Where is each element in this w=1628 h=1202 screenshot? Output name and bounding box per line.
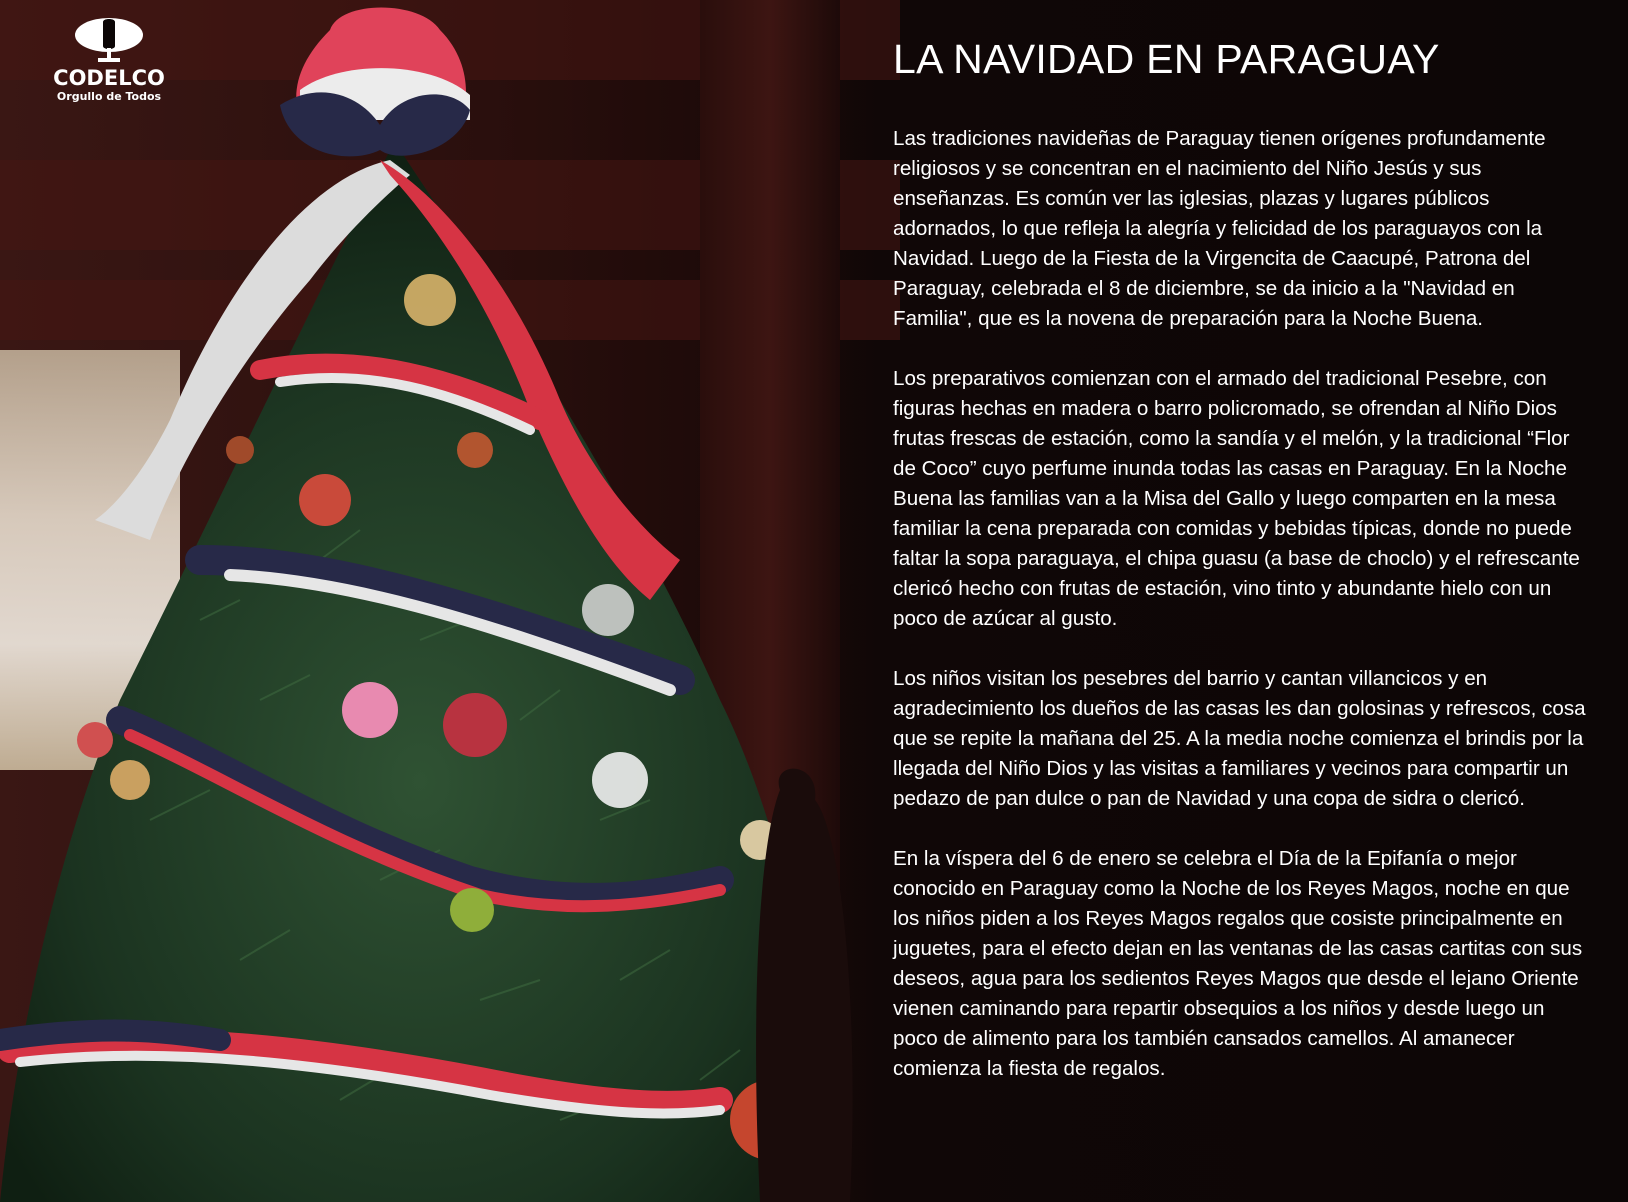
- codelco-logo: [44, 16, 174, 103]
- article-paragraph: Las tradiciones navideñas de Paraguay tienen orígenes profundamente religiosos y se concentran en el nacimiento del Niño Jesús y sus enseñanzas. Es común ver las iglesias, plazas y lugares públicos adornados, lo que refleja la alegría y felicidad de los paraguayos con la Navidad. Luego de la Fiesta de la Virgencita de Caacupé, Patrona del Paraguay, celebrada el 8 de diciembre, se da inicio a la "Navidad en Familia", que es la novena de preparación para la Noche Buena.: [893, 127, 1546, 330]
- article-paragraph: En la víspera del 6 de enero se celebra el Día de la Epifanía o mejor conocido en Paraguay como la Noche de los Reyes Magos, noche en que los niños piden a los Reyes Magos regalos que cosiste principalmente en juguetes, para el efecto dejan en las ventanas de las casas cartitas con sus deseos, agua para los sedientos Reyes Magos que desde el lejano Oriente vienen caminando para repartir obsequios a los niños y desde luego un poco de alimento para los también cansados camellos. Al amanecer comienza la fiesta de regalos.: [893, 847, 1583, 1080]
- article-paragraph: Los preparativos comienzan con el armado del tradicional Pesebre, con figuras hechas en madera o barro policromado, se ofrendan al Niño Dios frutas frescas de estación, como la sandía y el melón, y la tradicional “Flor de Coco” cuyo perfume inunda todas las casas en Paraguay. En la Noche Buena las familias van a la Misa del Gallo y luego comparten en la mesa familiar la cena preparada con comidas y bebidas típicas, donde no puede faltar la sopa paraguaya, el chipa guasu (a base de choclo) y el refrescante clericó hecho con frutas de estación, vino tinto y abundante hielo con un poco de azúcar al gusto.: [893, 367, 1580, 630]
- codelco-logo-icon: [72, 16, 146, 64]
- logo-name: CODELCO: [53, 66, 165, 90]
- article-paragraph: Los niños visitan los pesebres del barrio y cantan villancicos y en agradecimiento los dueños de las casas les dan golosinas y refrescos, cosa que se repite la mañana del 25. A la media noche comienza el brindis por la llegada del Niño Dios y las visitas a familiares y vecinos para compartir un pedazo de pan dulce o pan de Navidad y una copa de sidra o clericó.: [893, 667, 1586, 810]
- logo-tagline: Orgullo de Todos: [56, 90, 162, 103]
- article: [893, 28, 1593, 1114]
- article-title: LA NAVIDAD EN PARAGUAY: [893, 36, 1440, 82]
